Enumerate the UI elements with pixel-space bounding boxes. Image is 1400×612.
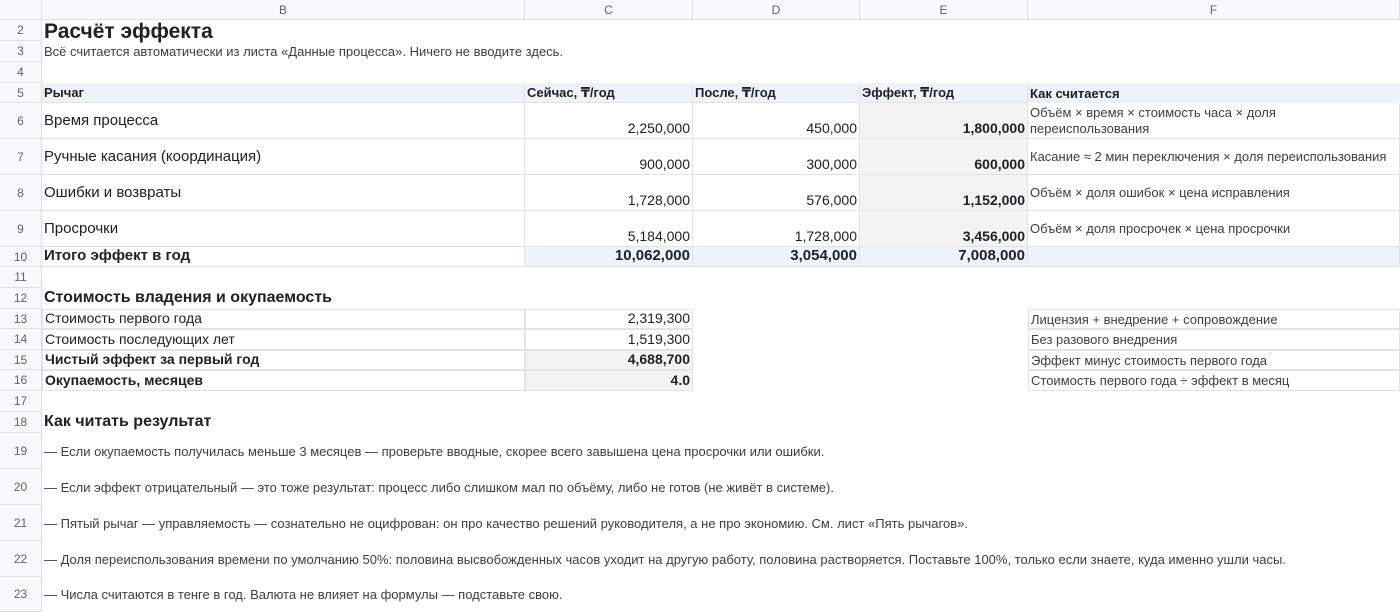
calc-description[interactable]: Объём × время × стоимость часа × доля переиспользования (1028, 103, 1400, 139)
row-header[interactable]: 12 (0, 288, 42, 309)
row-header[interactable]: 6 (0, 103, 42, 139)
total-effect[interactable]: 7,008,000 (860, 247, 1028, 267)
calc-description[interactable]: Объём × доля ошибок × цена исправления (1028, 175, 1400, 211)
column-header-c[interactable]: C (525, 0, 693, 20)
ownership-label[interactable]: Стоимость последующих лет (42, 329, 525, 350)
row-header[interactable]: 3 (0, 41, 42, 62)
row-header[interactable]: 20 (0, 469, 42, 505)
row-header[interactable]: 16 (0, 370, 42, 391)
reading-item[interactable]: — Если окупаемость получилась меньше 3 месяцев — проверьте вводные, скорее всего завышена цена просрочки или ошибки. (44, 443, 825, 459)
row-header[interactable]: 7 (0, 139, 42, 175)
value-effect[interactable]: 1,800,000 (860, 103, 1028, 139)
row-header[interactable]: 9 (0, 211, 42, 247)
ownership-note[interactable]: Эффект минус стоимость первого года (1028, 350, 1400, 370)
ownership-title[interactable]: Стоимость владения и окупаемость (44, 289, 332, 306)
ownership-label[interactable]: Окупаемость, месяцев (42, 370, 525, 391)
calc-description[interactable]: Объём × доля просрочек × цена просрочки (1028, 211, 1400, 247)
row-header[interactable]: 15 (0, 350, 42, 370)
row-header[interactable]: 23 (0, 577, 42, 612)
ownership-note[interactable]: Без разового внедрения (1028, 329, 1400, 350)
header-lever[interactable]: Рычаг (42, 83, 525, 103)
ownership-note[interactable]: Стоимость первого года ÷ эффект в месяц (1028, 370, 1400, 391)
row-header[interactable]: 22 (0, 541, 42, 577)
value-now[interactable]: 5,184,000 (525, 211, 693, 247)
value-effect[interactable]: 1,152,000 (860, 175, 1028, 211)
header-now[interactable]: Сейчас, ₸/год (525, 83, 693, 103)
row-header[interactable]: 10 (0, 247, 42, 267)
column-header-e[interactable]: E (860, 0, 1028, 20)
total-after[interactable]: 3,054,000 (693, 247, 860, 267)
total-how-empty[interactable] (1028, 247, 1400, 267)
row-header[interactable]: 14 (0, 329, 42, 350)
row-header[interactable]: 5 (0, 83, 42, 103)
page-title[interactable]: Расчёт эффекта (44, 20, 213, 43)
row-header[interactable]: 13 (0, 309, 42, 329)
row-header[interactable]: 2 (0, 20, 42, 41)
corner-cell[interactable] (0, 0, 42, 20)
reading-item[interactable]: — Пятый рычаг — управляемость — сознательно не оцифрован: он про качество решений руководителя, а не про экономию. См. лист «Пять рычагов». (44, 515, 968, 531)
lever-name[interactable]: Просрочки (42, 211, 525, 247)
column-header-d[interactable]: D (693, 0, 860, 20)
calc-description[interactable]: Касание ≈ 2 мин переключения × доля переиспользования (1028, 139, 1400, 175)
ownership-value[interactable]: 1,519,300 (525, 329, 693, 350)
column-header-f[interactable]: F (1028, 0, 1400, 20)
header-after[interactable]: После, ₸/год (693, 83, 860, 103)
page-subtitle[interactable]: Всё считается автоматически из листа «Данные процесса». Ничего не вводите здесь. (44, 44, 564, 59)
ownership-note[interactable]: Лицензия + внедрение + сопровождение (1028, 309, 1400, 329)
value-after[interactable]: 450,000 (693, 103, 860, 139)
value-effect[interactable]: 3,456,000 (860, 211, 1028, 247)
value-after[interactable]: 300,000 (693, 139, 860, 175)
lever-name[interactable]: Время процесса (42, 103, 525, 139)
value-after[interactable]: 576,000 (693, 175, 860, 211)
row-header[interactable]: 18 (0, 412, 42, 433)
row-header[interactable]: 21 (0, 505, 42, 541)
row-header[interactable]: 19 (0, 433, 42, 469)
lever-name[interactable]: Ручные касания (координация) (42, 139, 525, 175)
reading-item[interactable]: — Доля переиспользования времени по умолчанию 50%: половина высвобожденных часов уходит на другую работу, половина растворяется. Поставьте 100%, только если знаете, куда именно ушли часы. (44, 551, 1286, 567)
value-after[interactable]: 1,728,000 (693, 211, 860, 247)
column-header-b[interactable]: B (42, 0, 525, 20)
reading-title[interactable]: Как читать результат (44, 413, 212, 430)
lever-name[interactable]: Ошибки и возвраты (42, 175, 525, 211)
ownership-value[interactable]: 4,688,700 (525, 350, 693, 370)
reading-item[interactable]: — Если эффект отрицательный — это тоже результат: процесс либо слишком мал по объёму, либо не готов (не живёт в системе). (44, 479, 834, 495)
ownership-label[interactable]: Стоимость первого года (42, 309, 525, 329)
value-now[interactable]: 2,250,000 (525, 103, 693, 139)
ownership-label[interactable]: Чистый эффект за первый год (42, 350, 525, 370)
row-header[interactable]: 4 (0, 62, 42, 83)
value-effect[interactable]: 600,000 (860, 139, 1028, 175)
total-label[interactable]: Итого эффект в год (42, 247, 525, 267)
header-effect[interactable]: Эффект, ₸/год (860, 83, 1028, 103)
total-now[interactable]: 10,062,000 (525, 247, 693, 267)
row-header[interactable]: 17 (0, 391, 42, 412)
row-header[interactable]: 8 (0, 175, 42, 211)
value-now[interactable]: 900,000 (525, 139, 693, 175)
header-how[interactable]: Как считается (1028, 83, 1400, 103)
ownership-value[interactable]: 2,319,300 (525, 309, 693, 329)
reading-item[interactable]: — Числа считаются в тенге в год. Валюта не влияет на формулы — подставьте свою. (44, 587, 563, 602)
row-header[interactable]: 11 (0, 267, 42, 288)
ownership-value[interactable]: 4.0 (525, 370, 693, 391)
value-now[interactable]: 1,728,000 (525, 175, 693, 211)
